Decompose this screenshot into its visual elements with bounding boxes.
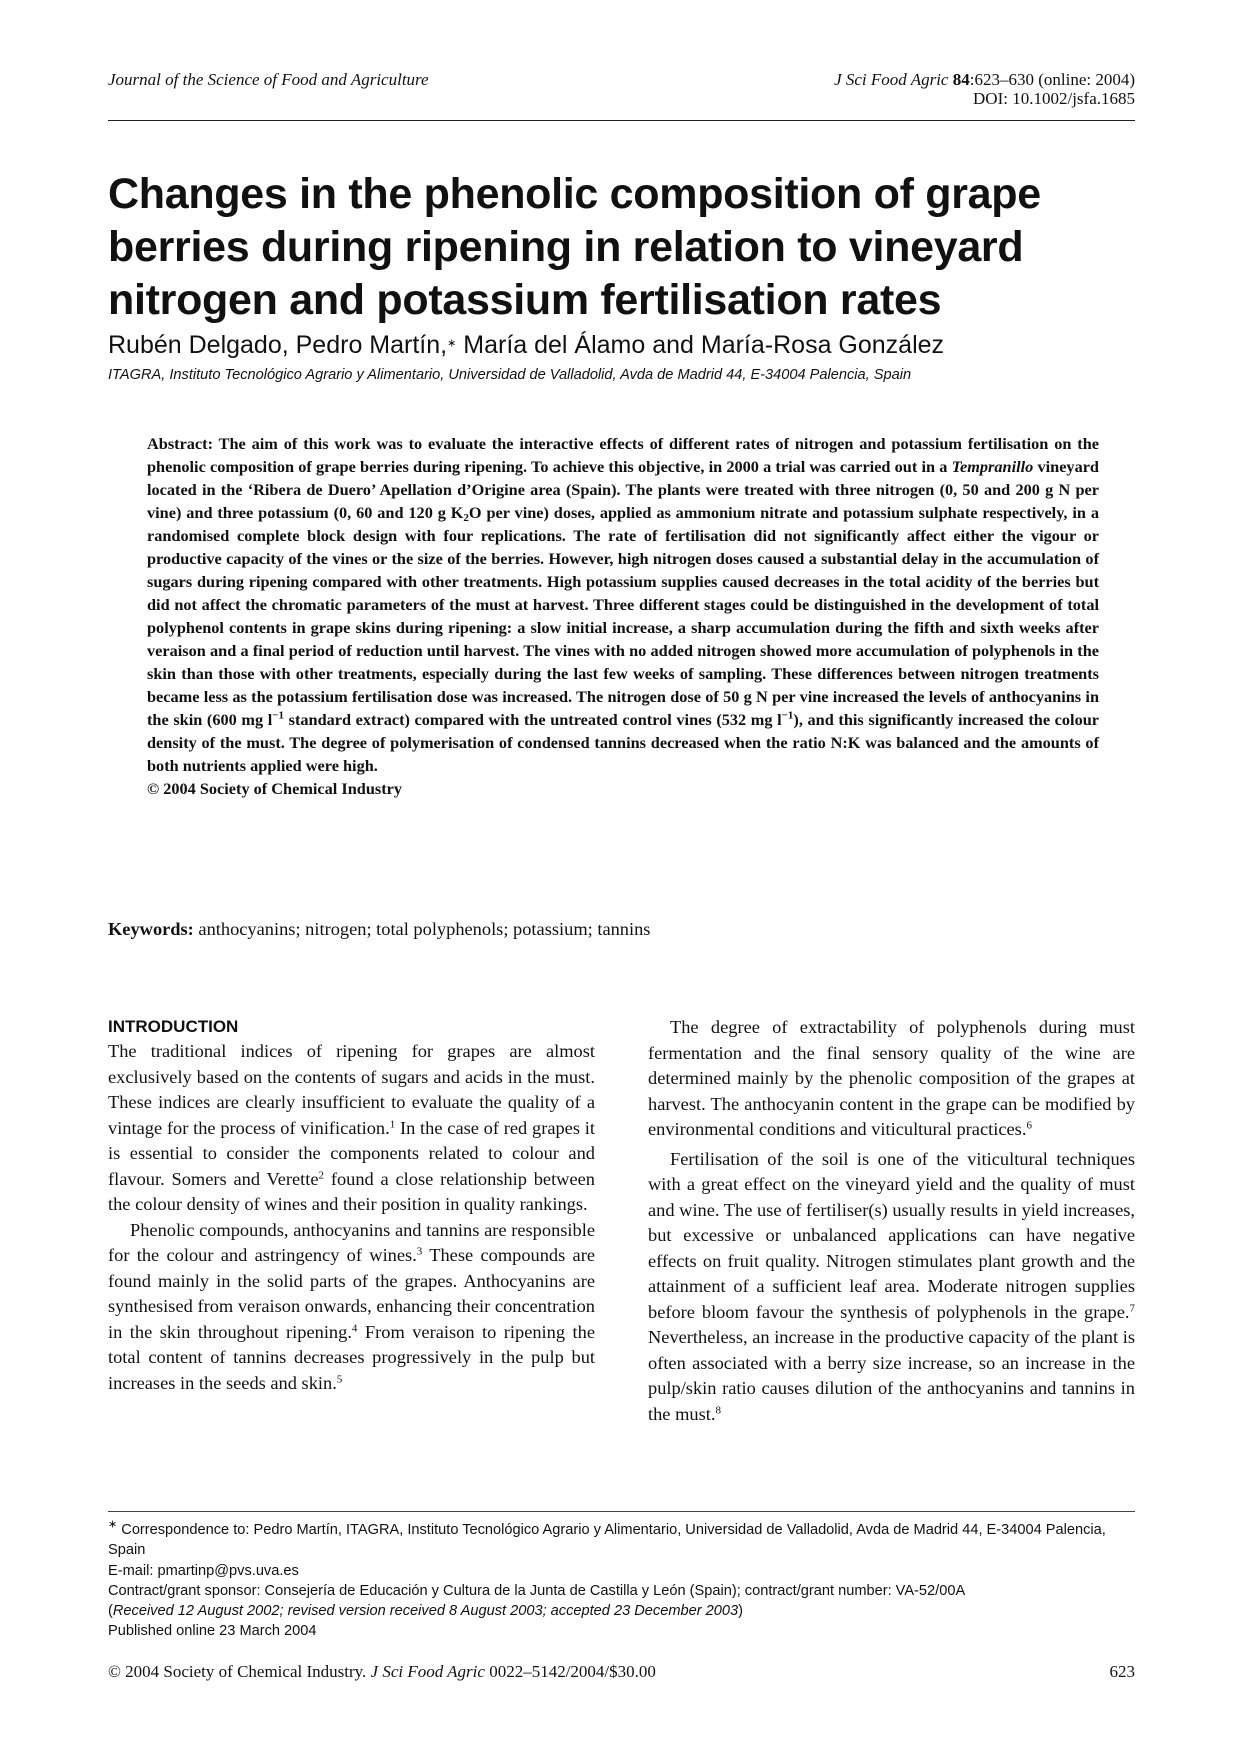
citation-ref: 8 (715, 1403, 721, 1416)
citation-volume: 84 (952, 70, 970, 89)
abstract-text: vineyard located in the ‘Ribera de Duero’ Apellation d’Origine area (Spain). The plants were treated with three nitrogen (0, 50 and 200 g N per vine) and three potassium (0, 60 and 120 g K (147, 457, 1099, 522)
paper-page (108, 0, 1135, 1755)
citation-ref: 5 (336, 1372, 343, 1385)
footnote-rule (108, 1511, 1135, 1512)
doi: DOI: 10.1002/jsfa.1685 (973, 89, 1135, 108)
corresponding-marker: ∗ (447, 337, 457, 350)
right-column (648, 1015, 1135, 1427)
email-note: E-mail: pmartinp@pvs.uva.es (108, 1562, 299, 1579)
footnote-marker: ∗ (108, 1518, 118, 1531)
published-note: Published online 23 March 2004 (108, 1623, 317, 1640)
abstract-text: O per vine) doses, applied as ammonium nitrate and potassium sulphate respectively, in a randomised complete block design with four replications. The rate of fertilisation did not significantly affect either the vigour or productive capacity of the vines or the size of the berries. However, high nitrogen doses caused a substantial delay in the accumulation of sugars during ripening compared with other treatments. High potassium supplies caused decreases in the total acidity of the berries but did not affect the chromatic parameters of the must at harvest. Three different stages could be distinguished in the development of total polyphenol contents in grape skins during ripening: a slow initial increase, a sharp accumulation during the fifth and sixth weeks after veraison and a final period of reduction until harvest. The vines with no added nitrogen showed more accumulation of polyphenols in the skin than those with other treatments, especially during the last few weeks of sampling. These differences between nitrogen treatments became less as the potassium fertilisation dose was increased. The nitrogen dose of 50 g N per vine increased the levels of anthocyanins in the skin (600 mg l (147, 503, 1099, 729)
left-column (108, 1015, 595, 1396)
citation-ref: 6 (1026, 1119, 1032, 1132)
citation-ref: 7 (1129, 1301, 1135, 1314)
paragraph (108, 1039, 595, 1218)
footer-journal: J Sci Food Agric (370, 1662, 485, 1681)
page-number: 623 (1109, 1662, 1135, 1681)
section-heading: INTRODUCTION (108, 1017, 239, 1036)
affiliation: ITAGRA, Instituto Tecnológico Agrario y Alimentario, Universidad de Valladolid, Avda de Madrid 44, E-34004 Palencia, Spain (108, 367, 912, 383)
correspondence-note (108, 1520, 1135, 1561)
citation-ref: 3 (416, 1245, 423, 1258)
paper-title: Changes in the phenolic composition of grape berries during ripening in relation to vineyard nitrogen and potassium fertilisation rates (108, 170, 1041, 324)
received-note: (Received 12 August 2002; revised version received 8 August 2003; accepted 23 December 2003) (108, 1603, 743, 1620)
keywords (108, 918, 650, 940)
paragraph-text: found a close relationship between the colour density of wines and their position in quality rankings. (108, 1168, 595, 1214)
superscript: −1 (781, 709, 794, 722)
superscript: −1 (272, 709, 285, 722)
paragraph (108, 1218, 595, 1397)
citation-block (834, 70, 1135, 108)
header-rule (108, 120, 1135, 121)
paragraph-text: The traditional indices of ripening for grapes are almost exclusively based on the contents of sugars and acids in the must. These indices are clearly insufficient to evaluate the quality of a vintage for the process of vinification. (108, 1041, 595, 1138)
paragraph-text: In the case of red grapes it is essential to consider the components related to colour and flavour. Somers and Verette (108, 1117, 595, 1189)
paragraph-text: Fertilisation of the soil is one of the viticultural techniques with a great effect on the vineyard yield and the quality of must and wine. The use of fertiliser(s) usually results in yield increases, but excessive or unbalanced applications can have negative effects on fruit quality. Nitrogen stimulates plant growth and the attainment of a sufficient leaf area. Moderate nitrogen supplies before bloom favour the synthesis of polyphenols in the grape. (648, 1148, 1135, 1322)
paragraph (648, 1015, 1135, 1143)
abstract-text: standard extract) compared with the untreated control vines (532 mg l (284, 710, 782, 729)
cultivar-name: Tempranillo (951, 457, 1034, 476)
abstract-copyright: © 2004 Society of Chemical Industry (147, 779, 403, 798)
citation-ref: 4 (351, 1321, 358, 1334)
sponsor-note: Contract/grant sponsor: Consejería de Educación y Cultura de la Junta de Castilla y León (Spain); contract/grant number: VA-52/00A (108, 1582, 966, 1599)
citation-line (834, 70, 1135, 89)
paragraph-text: From veraison to ripening the total content of tannins decreases progressively in the pulp but increases in the seeds and skin. (108, 1321, 595, 1393)
keywords-text: anthocyanins; nitrogen; total polyphenols; potassium; tannins (193, 919, 651, 939)
citation-ref: 1 (389, 1117, 396, 1130)
abstract (147, 432, 1099, 800)
citation-journal: J Sci Food Agric (834, 70, 949, 89)
received-dates: Received 12 August 2002; revised version received 8 August 2003; accepted 23 December 2003 (112, 1603, 739, 1620)
footer-copyright: © 2004 Society of Chemical Industry. (108, 1662, 371, 1681)
citation-ref: 2 (318, 1168, 325, 1181)
keywords-label: Keywords: (108, 919, 194, 939)
abstract-body (147, 432, 1099, 777)
abstract-text: The aim of this work was to evaluate the interactive effects of different rates of nitrogen and potassium fertilisation on the phenolic composition of grape berries during ripening. To achieve this objective, in 2000 a trial was carried out in a (147, 434, 1099, 476)
footnotes (108, 1520, 1135, 1642)
abstract-text: ), and this significantly increased the colour density of the must. The degree of polymerisation of condensed tannins decreased when the ratio N:K was balanced and the amounts of both nutrients applied were high. (147, 710, 1099, 775)
paragraph-text: The degree of extractability of polyphenols during must fermentation and the final sensory quality of the wine are determined mainly by the phenolic composition of the grapes at harvest. The anthocyanin content in the grape can be modified by environmental conditions and viticultural practices. (648, 1017, 1135, 1139)
paragraph-text: Phenolic compounds, anthocyanins and tannins are responsible for the colour and astringency of wines. (108, 1219, 595, 1265)
subscript: 2 (463, 511, 469, 524)
correspondence-text: Correspondence to: Pedro Martín, ITAGRA, Instituto Tecnológico Agrario y Alimentario, Universidad de Valladolid, Avda de Madrid 44, E-34004 Palencia, Spain (108, 1522, 1106, 1559)
footer-citation (108, 1662, 656, 1682)
paragraph-text: Nevertheless, an increase in the productive capacity of the plant is often associated with a berry size increase, so an increase in the pulp/skin ratio causes dilution of the anthocyanins and tannins in the must. (648, 1327, 1135, 1424)
authors-text-rest: María del Álamo and María-Rosa González (456, 331, 945, 359)
citation-pages: :623–630 (online: 2004) (969, 70, 1135, 89)
abstract-label: Abstract: (147, 434, 214, 453)
paragraph (648, 1147, 1135, 1428)
author-list (108, 330, 944, 360)
paragraph-text: These compounds are found mainly in the solid parts of the grapes. Anthocyanins are synthesised from veraison onwards, enhancing their concentration in the skin throughout ripening. (108, 1245, 595, 1342)
footer-issn: 0022–5142/2004/$30.00 (484, 1662, 656, 1681)
journal-name: Journal of the Science of Food and Agriculture (108, 70, 429, 89)
authors-text: Rubén Delgado, Pedro Martín, (108, 331, 448, 359)
